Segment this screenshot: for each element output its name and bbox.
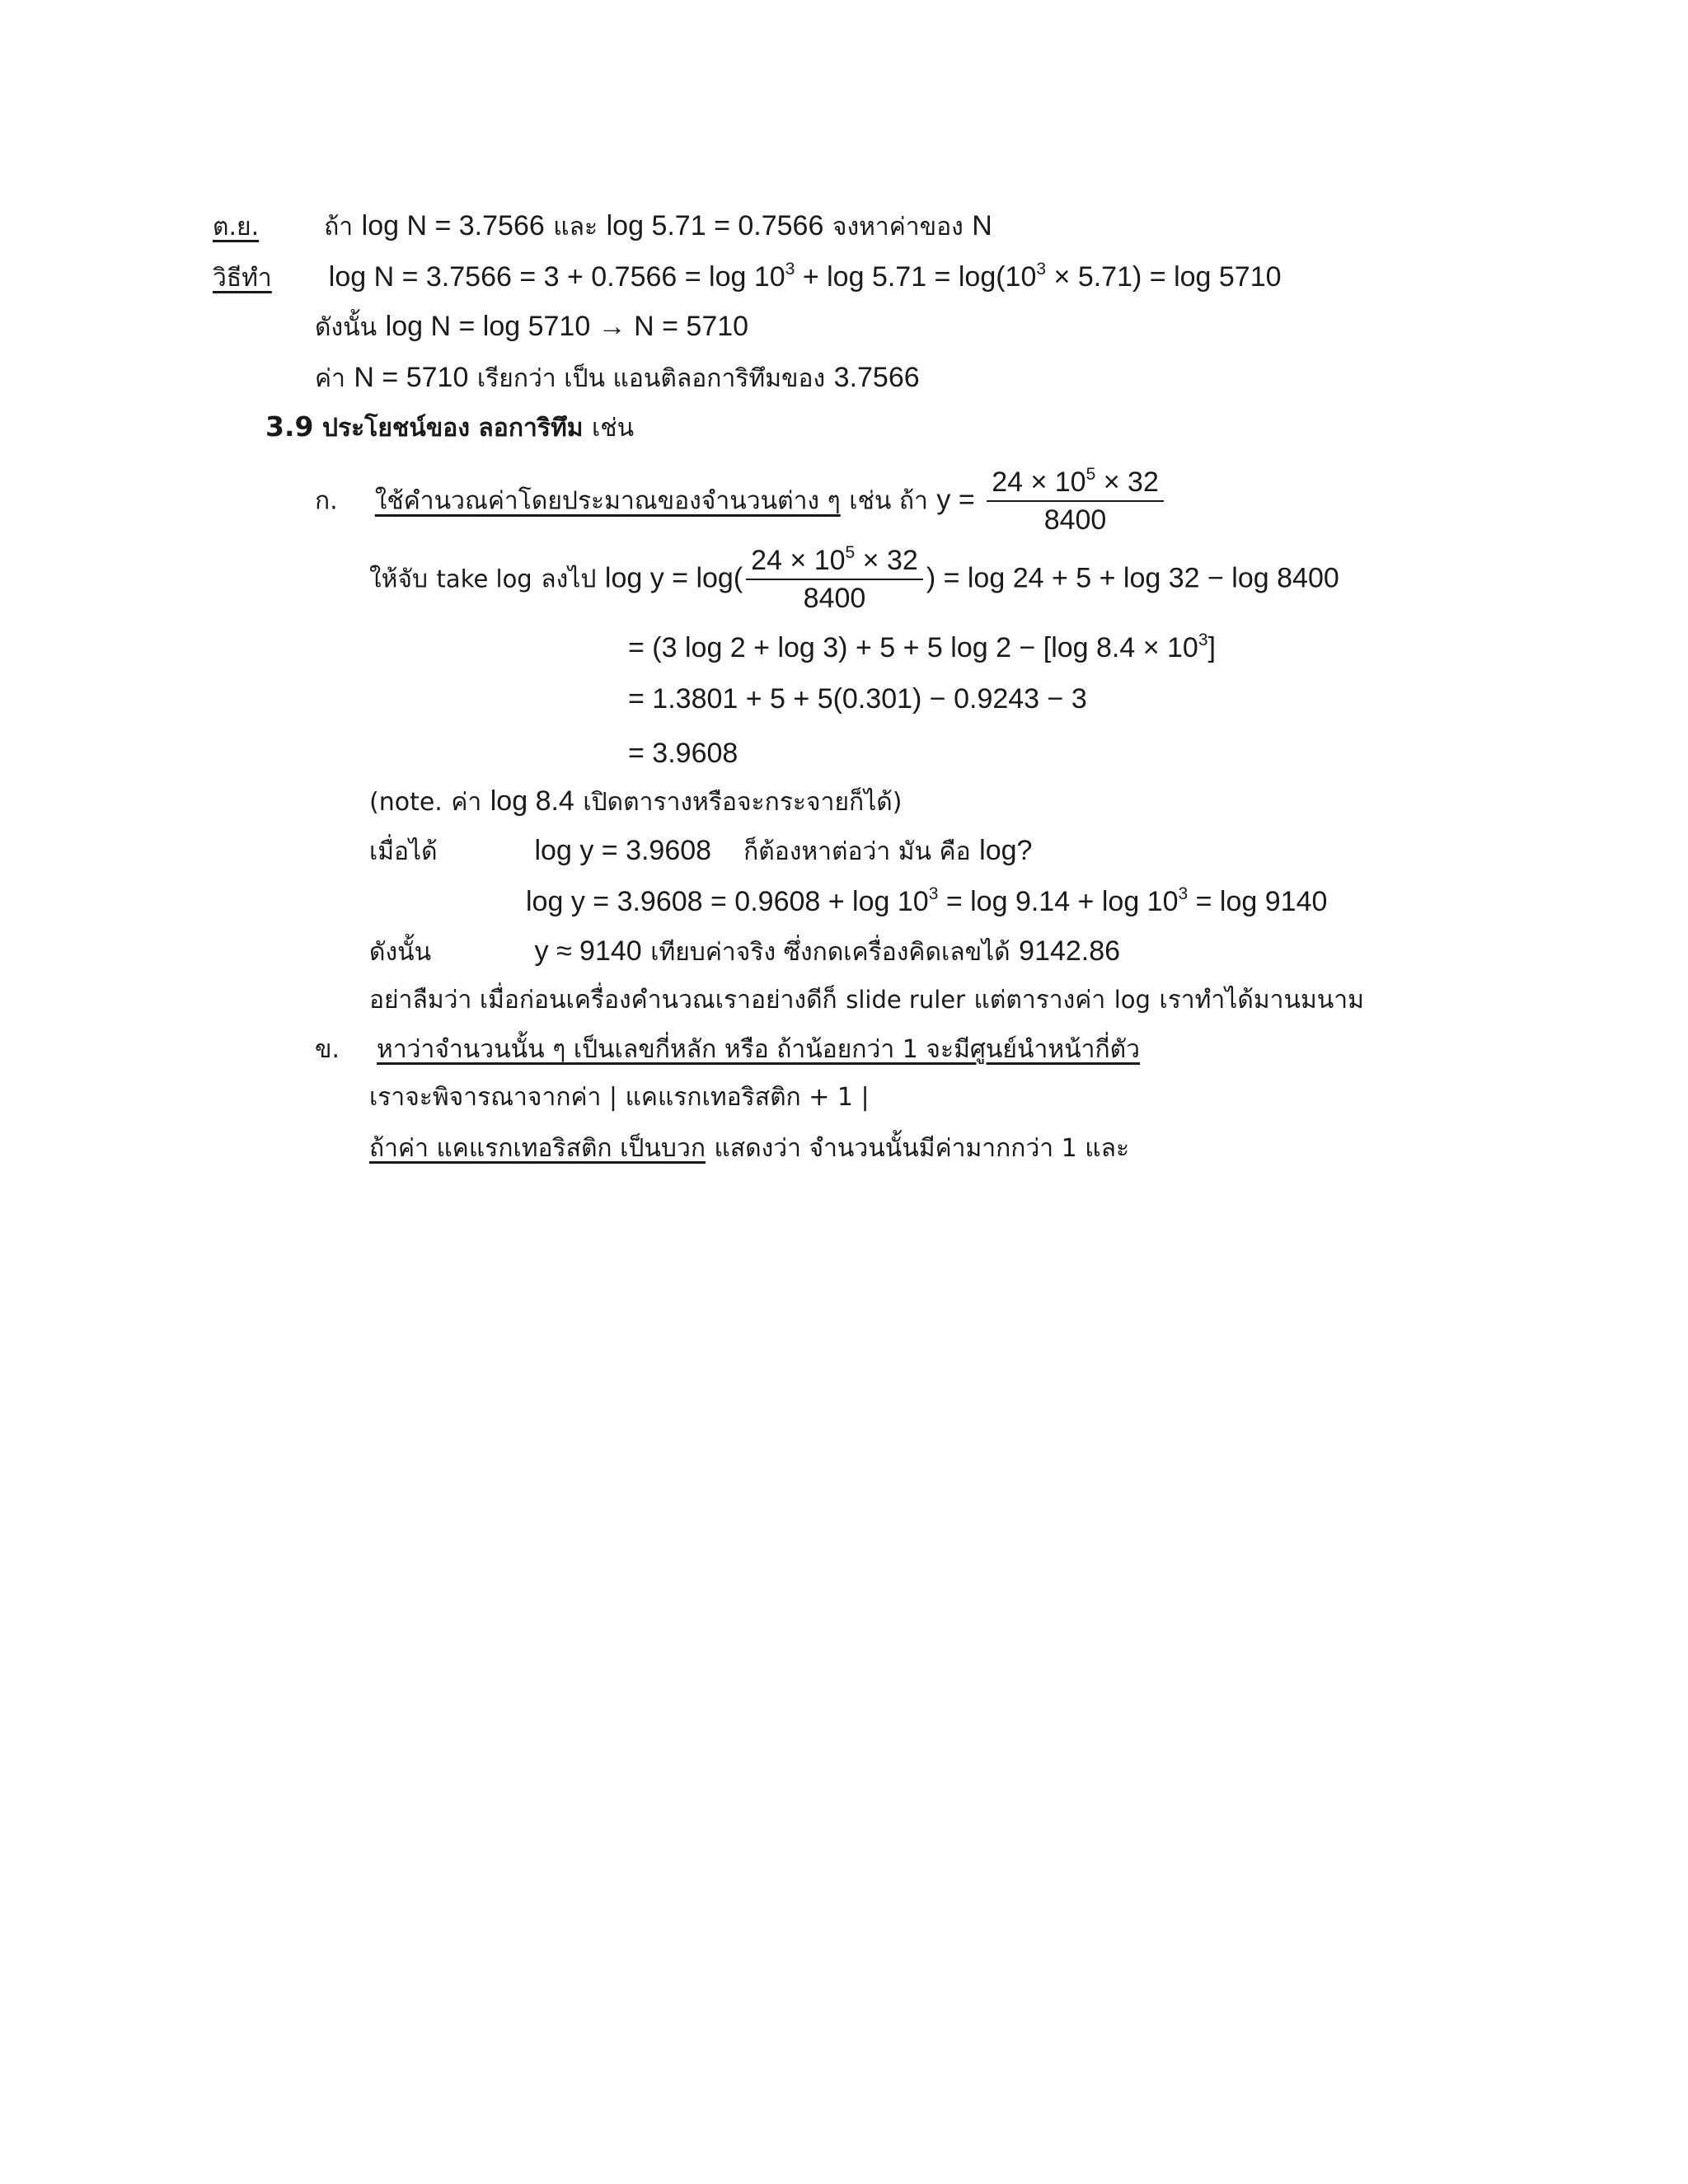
solution-therefore: ดังนั้น: [315, 313, 377, 342]
result-approx: y ≈ 9140: [534, 935, 642, 967]
item-b-line-2: เราจะพิจารณาจากค่า | แคแรกเทอริสติก + 1 |: [369, 1083, 870, 1112]
item-a-heading: [315, 466, 1167, 537]
remark-text-1: อย่าลืมว่า เมื่อก่อนเครื่องคำนวณเราอย่างดีก็: [369, 986, 837, 1015]
item-b-positive-rest: แสดงว่า จำนวนนั้นมีค่ามากกว่า 1 และ: [714, 1134, 1130, 1163]
take-log-fraction: [746, 544, 923, 615]
when-eq: log y = 3.9608: [534, 835, 712, 866]
when-text: ก็ต้องหาต่อว่า มัน คือ: [743, 837, 971, 866]
when-line: [369, 832, 1032, 870]
take-log-thai-2: ลงไป: [541, 565, 597, 594]
remark-text-3: เราทำได้มานมนาม: [1159, 986, 1364, 1015]
step-1: = (3 log 2 + log 3) + 5 + 5 log 2 − [log $8.4 \times 10^3$]: [628, 630, 1216, 663]
note-value-word: ค่า: [451, 788, 482, 817]
solution-n-value: N = 5710: [354, 362, 469, 393]
item-a-heading-tail: เช่น ถ้า: [849, 486, 928, 516]
solution-eq-2: log N = log 5710 → N = 5710: [385, 311, 749, 342]
item-b-line-3: [369, 1129, 1129, 1167]
take-log-denominator: 8400: [803, 583, 866, 614]
take-log-line: [369, 544, 1339, 615]
example-line: [213, 208, 992, 246]
item-a-heading-text: ใช้คำนวณค่าโดยประมาณของจำนวนต่าง ๆ: [374, 486, 841, 516]
note-label: (note.: [369, 788, 443, 817]
item-b-heading-text: หาว่าจำนวนนั้น ๆ เป็นเลขกี่หลัก หรือ ถ้าน้อยกว่า 1 จะมีศูนย์นำหน้ากี่ตัว: [377, 1035, 1140, 1064]
example-eq2: log 5.71 = 0.7566: [606, 210, 824, 241]
item-a-fraction: [987, 466, 1164, 537]
example-var: N: [972, 210, 992, 241]
fraction-numerator: $24 \times 10^5 \times 32$: [987, 466, 1164, 502]
note-log: log 8.4: [490, 785, 574, 817]
remark-log: log: [1114, 986, 1151, 1014]
remark-line: [369, 981, 1364, 1019]
result-line: [369, 933, 1120, 971]
step-2: = 1.3801 + 5 + 5(0.301) − 0.9243 − 3: [628, 683, 1087, 715]
item-b-positive-case: ถ้าค่า แคแรกเทอริสติก เป็นบวก: [369, 1134, 706, 1163]
solution-value-word: ค่า: [315, 364, 345, 393]
remark-slide-ruler: slide ruler: [846, 986, 966, 1014]
section-heading: [265, 409, 634, 447]
example-eq1: log N = 3.7566: [361, 210, 545, 241]
take-log-eq-end: ) = log 24 + 5 + log 32 − log 8400: [926, 562, 1339, 594]
note-text: เปิดตารางหรือจะกระจายก็ได้): [583, 788, 903, 817]
item-b-marker: ข.: [315, 1035, 340, 1064]
item-b-heading: [315, 1030, 1140, 1068]
take-log-thai-1: ให้จับ: [369, 565, 429, 594]
solution-line-2: [315, 308, 748, 346]
section-title: ประโยชน์ของ ลอการิทึม: [321, 414, 584, 443]
remark-text-2: แต่ตารางค่า: [973, 986, 1106, 1015]
example-label: ต.ย.: [213, 213, 260, 241]
solution-eq-1: $\log N = 3.7566 = 3 + 0.7566 = \log 10^3 + \log 5.71 = \log(10^3 \times 5.71) = \log 5710$: [328, 260, 1282, 293]
result-text: เทียบค่าจริง ซึ่งกดเครื่องคิดเลขได้: [650, 938, 1010, 967]
result-label: ดังนั้น: [369, 938, 432, 967]
conversion-line: $\log y = 3.9608 = 0.9608 + \log 10^3 = \log 9.14 + \log 10^3 = \log 9140$: [526, 884, 1328, 917]
take-log-eq-start: log y = log(: [604, 562, 743, 594]
item-a-marker: ก.: [315, 486, 338, 516]
when-label: เมื่อได้: [369, 837, 438, 866]
fraction-denominator: 8400: [1043, 504, 1107, 536]
example-and: และ: [553, 213, 598, 241]
solution-line-3: [315, 359, 920, 397]
section-suffix: เช่น: [592, 414, 635, 443]
note-line: [369, 783, 903, 821]
solution-label: วิธีทำ: [213, 264, 272, 293]
example-if: ถ้า: [324, 213, 354, 241]
take-log-english: take log: [436, 565, 532, 593]
solution-antilog-value: 3.7566: [833, 362, 920, 393]
example-find: จงหาค่าของ: [832, 213, 964, 241]
result-exact: 9142.86: [1019, 935, 1121, 967]
take-log-numerator: $24 \times 10^5 \times 32$: [746, 544, 923, 580]
solution-line-1: [213, 259, 1282, 297]
section-number: 3.9: [265, 410, 314, 443]
solution-antilog-text: เรียกว่า เป็น แอนติลอการิทึมของ: [476, 364, 826, 393]
item-a-y-eq: y =: [936, 484, 975, 516]
step-3: = 3.9608: [628, 738, 738, 769]
when-question: log?: [979, 835, 1033, 866]
